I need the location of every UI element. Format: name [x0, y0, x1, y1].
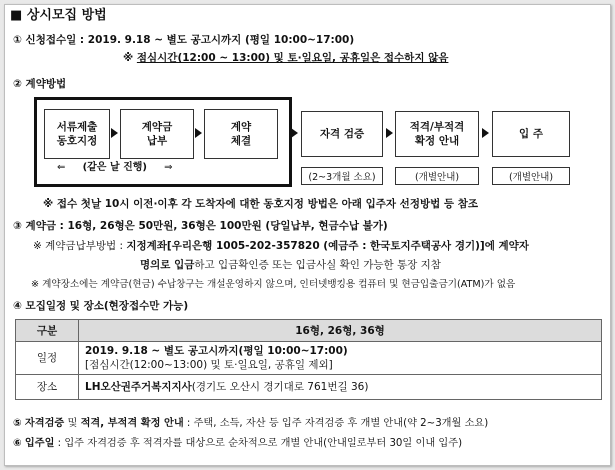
- item-number: ③: [13, 220, 22, 232]
- step-note-individual: (개별안내): [492, 167, 570, 185]
- step-eligibility-notice: 적격/부적격 확정 안내: [395, 111, 479, 157]
- right-arrow-icon: [195, 128, 202, 138]
- schedule-place: [13, 299, 188, 313]
- deposit-info: [13, 219, 388, 233]
- arrival-footnote: ※ 접수 첫날 10시 이전·이후 각 도착자에 대한 동호지정 방법은 아래 입주자 선정방법 등 참조: [43, 198, 478, 210]
- right-arrow-icon: [482, 128, 489, 138]
- same-day-label: ⇐ (같은 날 진행) ⇒: [57, 162, 173, 173]
- table-header-row: [16, 320, 602, 342]
- page-title: 상시모집 방법: [26, 8, 107, 23]
- payment-method: ※ 계약금납부방법 : 지정계좌[우리은행 1005-202-357820 (예금주 : 한국토지주택공사 경기)]에 계약자: [33, 240, 529, 252]
- table-row: [16, 342, 602, 375]
- item-number: ①: [13, 34, 22, 46]
- step-deposit: 계약금 납부: [120, 109, 194, 159]
- item-number: ⑤: [13, 418, 22, 429]
- step-contract: 계약 체결: [204, 109, 278, 159]
- lunch-note-text: 점심시간(12:00 ~ 13:00) 및 토·일요일, 공휴일은 접수하지 않음: [136, 52, 449, 64]
- contract-place-note: ※ 계약장소에는 계약금(현금) 수납창구는 개설운영하지 않으며, 인터넷뱅킹용 컴퓨터 및 현금입출금기(ATM)가 없음: [31, 279, 516, 290]
- item-number: ⑥: [13, 438, 22, 449]
- right-double-arrow-icon: ⇒: [164, 162, 173, 173]
- move-in-notice: ⑥ 입주일 : 입주 자격검증 후 적격자를 대상으로 순차적으로 개별 안내(안내일로부터 30일 이내 입주): [13, 438, 463, 449]
- contract-method: [13, 77, 66, 91]
- right-arrow-icon: [386, 128, 393, 138]
- deposit-text: 계약금 : 16형, 26형은 50만원, 36형은 100만원 (당일납부, 현금수납 불가): [25, 220, 388, 232]
- section-header: [10, 9, 107, 23]
- notice-card: [4, 4, 611, 466]
- application-period: [13, 33, 354, 47]
- step-note-duration: (2~3개월 소요): [301, 167, 383, 185]
- step-move-in: 입 주: [492, 111, 570, 157]
- schedule-table: [15, 319, 602, 400]
- eligibility-notice: ⑤ 자격검증 및 적격, 부적격 확정 안내 : 주택, 소득, 자산 등 입주 자격검증 후 개별 안내(약 2~3개월 소요): [13, 418, 489, 429]
- place-cell: LH오산권주거복지지사(경기도 오산시 경기대로 761번길 36): [79, 375, 602, 400]
- right-arrow-icon: [111, 128, 118, 138]
- step-eligibility-check: 자격 검증: [301, 111, 383, 157]
- item-number: ②: [13, 78, 22, 90]
- schedule-cell: 2019. 9.18 ~ 별도 공고시까지(평일 10:00~17:00) [점심시간(12:00~13:00) 및 토·일요일, 공휴일 제외]: [79, 342, 602, 375]
- square-bullet-icon: ■: [10, 8, 23, 23]
- row-label-schedule: 일정: [16, 342, 79, 375]
- payment-method-cont: 명의로 입금하고 입금확인증 또는 입금사실 확인 가능한 통장 지참: [140, 259, 441, 271]
- step-document-submit: 서류제출 동호지정: [44, 109, 110, 159]
- left-double-arrow-icon: ⇐: [57, 162, 66, 173]
- step-note-individual: (개별안내): [395, 167, 479, 185]
- bank-account: 지정계좌[우리은행 1005-202-357820 (예금주 : 한국토지주택공사 경기)]에 계약자: [126, 240, 529, 252]
- application-period-text: 신청접수일 : 2019. 9.18 ~ 별도 공고시까지 (평일 10:00~17:00): [25, 34, 355, 46]
- lunch-note: ※ 점심시간(12:00 ~ 13:00) 및 토·일요일, 공휴일은 접수하지 않음: [123, 52, 449, 64]
- contract-method-label: 계약방법: [25, 78, 67, 90]
- item-number: ④: [13, 300, 22, 312]
- schedule-place-label: 모집일정 및 장소(현장접수만 가능): [25, 300, 189, 312]
- row-label-place: 장소: [16, 375, 79, 400]
- right-arrow-icon: [291, 128, 298, 138]
- table-row: [16, 375, 602, 400]
- table-header-cell: 구분: [16, 320, 79, 342]
- table-header-cell: 16형, 26형, 36형: [79, 320, 602, 342]
